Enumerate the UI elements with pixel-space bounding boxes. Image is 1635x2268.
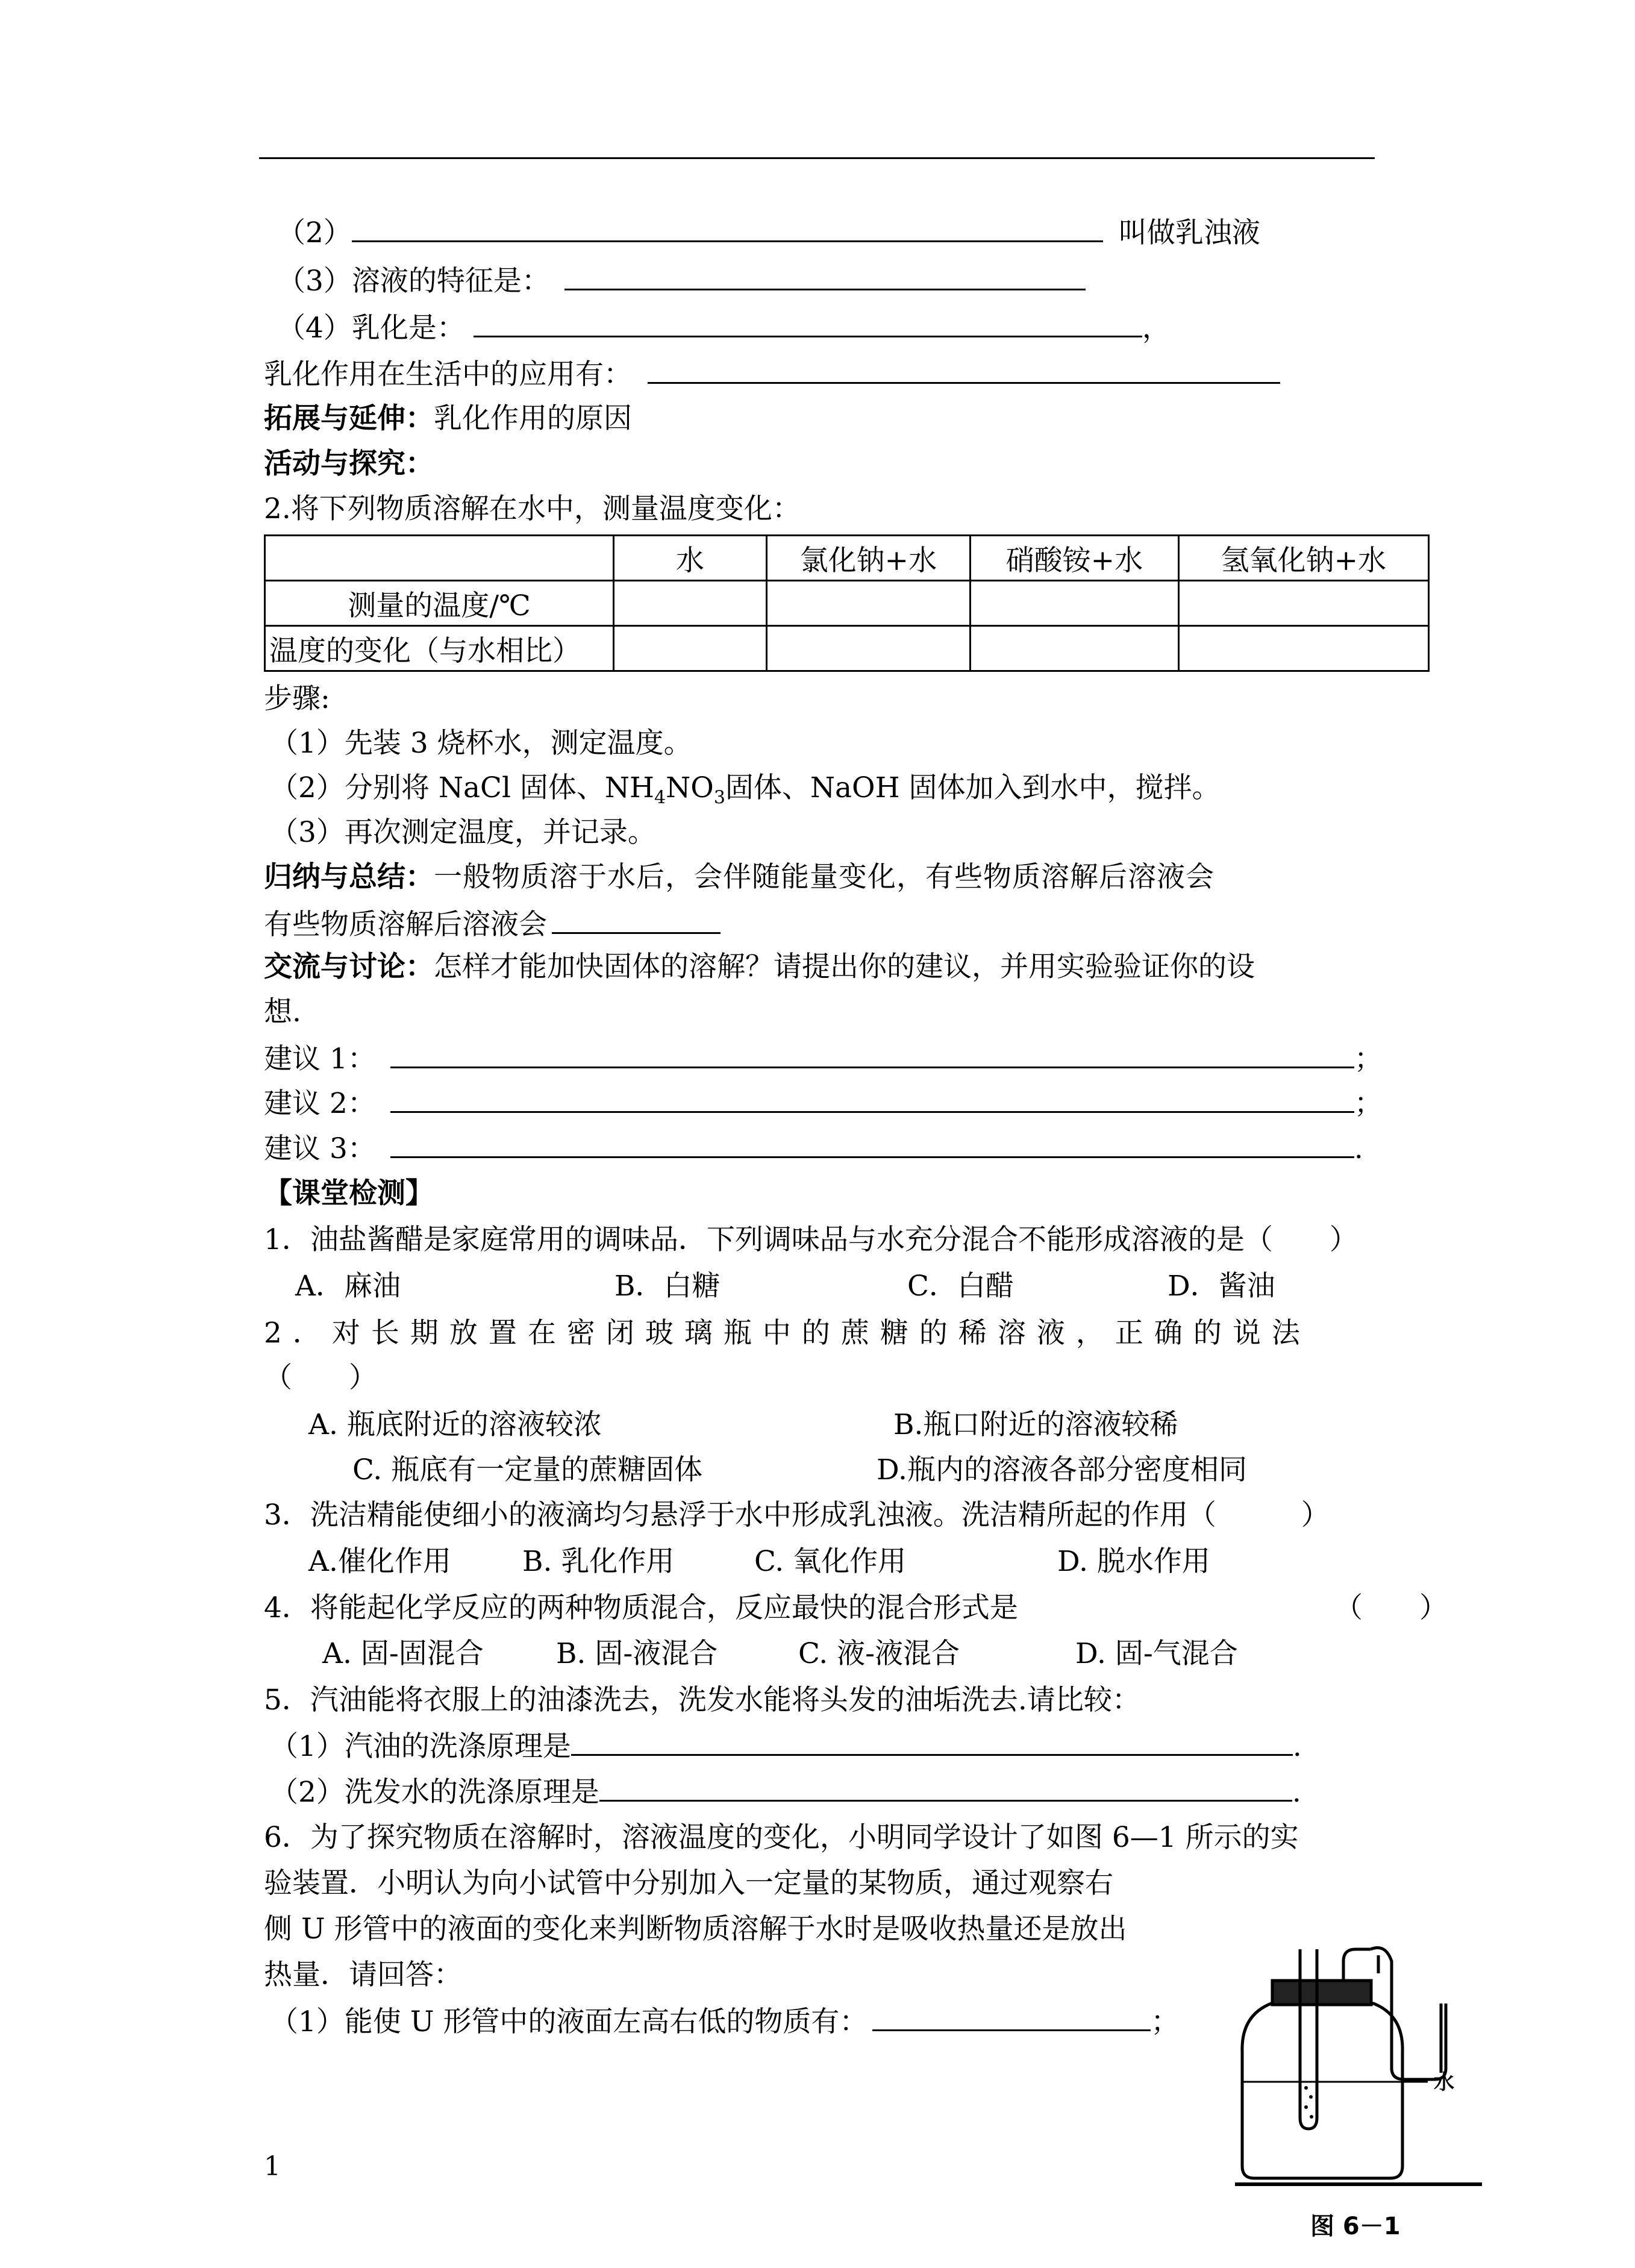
row-label-temperature: 测量的温度/℃ (265, 581, 614, 626)
discuss-heading: 交流与讨论： (264, 950, 434, 983)
line-emulsify (277, 309, 1171, 346)
suggestion-2-end: ； (1354, 1087, 1383, 1120)
figure-caption: 图 6－1 (1310, 2213, 1401, 2240)
blank-solution-feature[interactable] (564, 262, 1086, 290)
step-2 (270, 770, 1221, 816)
question-5-2-end: . (1292, 1776, 1301, 1809)
option-a[interactable]: A. 瓶底附近的溶液较浓 (308, 1408, 602, 1441)
header-rule (259, 157, 1375, 159)
table-header-cell (265, 536, 614, 581)
step-2-part: NO (666, 771, 714, 804)
suggestion-1-label: 建议 1： (264, 1042, 376, 1076)
option-d[interactable]: D. 固-气混合 (1075, 1637, 1238, 1670)
question-5-1 (270, 1728, 1302, 1765)
question-6-1 (270, 2003, 1179, 2040)
blank-q6-1[interactable] (872, 2003, 1151, 2031)
extension-text: 乳化作用的原因 (434, 402, 632, 435)
page-number: 1 (264, 2151, 281, 2182)
summary-heading: 归纳与总结： (264, 860, 434, 894)
table-row (265, 626, 1429, 671)
line-application (264, 356, 1280, 393)
table-cell[interactable] (766, 626, 971, 671)
question-5-2-label: （2）洗发水的洗涤原理是 (270, 1776, 599, 1809)
blank-emulsion[interactable] (352, 214, 1103, 242)
question-6-1-label: （1）能使 U 形管中的液面左高右低的物质有： (270, 2005, 868, 2038)
apparatus-figure (1235, 1937, 1488, 2202)
class-test-heading: 【课堂检测】 (264, 1177, 434, 1210)
question-4-paren: （ ） (1334, 1591, 1448, 1624)
table-cell[interactable] (766, 581, 971, 626)
option-c[interactable]: C. 氧化作用 (754, 1545, 907, 1578)
question-6: 6．为了探究物质在溶解时，溶液温度的变化，小明同学设计了如图 6—1 所示的实 (264, 1821, 1299, 1854)
option-d[interactable]: D.瓶内的溶液各部分密度相同 (877, 1453, 1247, 1486)
suggestion-1 (264, 1040, 1383, 1077)
step-2-subscript: 4 (654, 787, 666, 809)
option-c[interactable]: C. 液-液混合 (798, 1637, 960, 1670)
option-d[interactable]: D. 脱水作用 (1057, 1545, 1210, 1578)
experiment-title: 2.将下列物质溶解在水中，测量温度变化： (264, 492, 801, 525)
summary-line-2 (264, 906, 721, 943)
option-a[interactable]: A．麻油 (295, 1270, 401, 1303)
discuss-text-2: 想. (264, 995, 301, 1029)
blank-application[interactable] (648, 356, 1280, 384)
question-2: 2．对长期放置在密闭玻璃瓶中的蔗糖的稀溶液，正确的说法 (264, 1317, 1311, 1350)
option-a[interactable]: A.催化作用 (308, 1545, 451, 1578)
line-extension (264, 401, 632, 437)
blank-q5-2[interactable] (599, 1773, 1292, 1802)
question-5-2 (270, 1773, 1301, 1811)
blank-suggestion-1[interactable] (390, 1040, 1354, 1068)
line-emulsion (277, 214, 1260, 251)
line-solution-feature (277, 262, 1086, 299)
figure-water-label: 水 (1434, 2070, 1454, 2094)
option-b[interactable]: B.瓶口附近的溶液较稀 (893, 1408, 1178, 1441)
step-2-part: 固体、NaOH 固体加入到水中，搅拌。 (725, 771, 1221, 804)
summary-text-2: 有些物质溶解后溶液会 (264, 908, 547, 941)
option-b[interactable]: B. 固-液混合 (556, 1637, 718, 1670)
blank-q5-1[interactable] (571, 1728, 1293, 1756)
question-1: 1．油盐酱醋是家庭常用的调味品．下列调味品与水充分混合不能形成溶液的是（ ） (264, 1223, 1358, 1256)
blank-summary[interactable] (552, 906, 721, 934)
activity-heading: 活动与探究： (264, 447, 434, 480)
option-b[interactable]: B．白糖 (614, 1270, 721, 1303)
table-header-cell: 氢氧化钠+水 (1178, 536, 1428, 581)
question-6-1-end: ； (1151, 2005, 1180, 2038)
question-4: 4．将能起化学反应的两种物质混合，反应最快的混合形式是 (264, 1591, 1018, 1624)
question-6-line-4: 热量．请回答： (264, 1958, 462, 1991)
question-5-1-end: . (1292, 1730, 1302, 1763)
discuss-text: 怎样才能加快固体的溶解？请提出你的建议，并用实验验证你的设 (434, 950, 1255, 983)
steps-title: 步骤: (264, 682, 330, 715)
option-d[interactable]: D．酱油 (1168, 1270, 1275, 1303)
blank-emulsify[interactable] (474, 309, 1142, 337)
blank-suggestion-3[interactable] (390, 1130, 1354, 1158)
question-6-line-3: 侧 U 形管中的液面的变化来判断物质溶解于水时是吸收热量还是放出 (264, 1912, 1127, 1946)
table-cell[interactable] (614, 626, 767, 671)
suggestion-1-end: ； (1354, 1042, 1383, 1076)
suggestion-2-label: 建议 2： (264, 1087, 376, 1120)
table-cell[interactable] (1178, 626, 1428, 671)
table-header-cell: 氯化钠+水 (766, 536, 971, 581)
question-3: 3．洗洁精能使细小的液滴均匀悬浮于水中形成乳浊液。洗洁精所起的作用（ ） (264, 1499, 1330, 1532)
question-5-1-label: （1）汽油的洗涤原理是 (270, 1730, 571, 1763)
question-2-paren: （ ） (264, 1361, 377, 1394)
row-label-change: 温度的变化（与水相比） (265, 626, 614, 671)
item-3-label: （3）溶液的特征是： (277, 265, 550, 298)
question-5: 5．汽油能将衣服上的油漆洗去，洗发水能将头发的油垢洗去.请比较： (264, 1684, 1140, 1717)
step-1: （1）先装 3 烧杯水，测定温度。 (270, 727, 692, 760)
table-header-cell: 水 (614, 536, 767, 581)
table-cell[interactable] (1178, 581, 1428, 626)
question-6-line-2: 验装置．小明认为向小试管中分别加入一定量的某物质，通过观察右 (264, 1867, 1113, 1900)
temperature-table (264, 534, 1430, 672)
table-cell[interactable] (971, 581, 1178, 626)
item-2-suffix: 叫做乳浊液 (1118, 216, 1260, 249)
suggestion-3-label: 建议 3： (264, 1132, 376, 1165)
table-cell[interactable] (614, 581, 767, 626)
option-a[interactable]: A. 固-固混合 (322, 1637, 484, 1670)
blank-suggestion-2[interactable] (390, 1085, 1354, 1113)
table-row (265, 581, 1429, 626)
application-label: 乳化作用在生活中的应用有： (264, 358, 632, 391)
option-b[interactable]: B. 乳化作用 (522, 1545, 675, 1578)
summary-text: 一般物质溶于水后，会伴随能量变化，有些物质溶解后溶液会 (434, 860, 1215, 894)
summary-line-1 (264, 859, 1215, 895)
step-2-subscript: 3 (713, 787, 725, 809)
option-c[interactable]: C. 瓶底有一定量的蔗糖固体 (352, 1453, 703, 1486)
suggestion-2 (264, 1085, 1383, 1122)
step-3: （3）再次测定温度，并记录。 (270, 816, 656, 849)
option-c[interactable]: C．白醋 (907, 1270, 1014, 1303)
suggestion-3 (264, 1130, 1363, 1167)
item-4-end: ， (1142, 312, 1171, 345)
table-cell[interactable] (971, 626, 1178, 671)
extension-heading: 拓展与延伸： (264, 402, 434, 435)
step-2-part: （2）分别将 NaCl 固体、NH (270, 771, 655, 804)
suggestion-3-end: . (1354, 1132, 1363, 1165)
table-header-row (265, 536, 1429, 581)
item-2-label: （2） (277, 216, 352, 249)
discuss-line-1 (264, 949, 1255, 985)
table-header-cell: 硝酸铵+水 (971, 536, 1178, 581)
item-4-label: （4）乳化是： (277, 312, 465, 345)
